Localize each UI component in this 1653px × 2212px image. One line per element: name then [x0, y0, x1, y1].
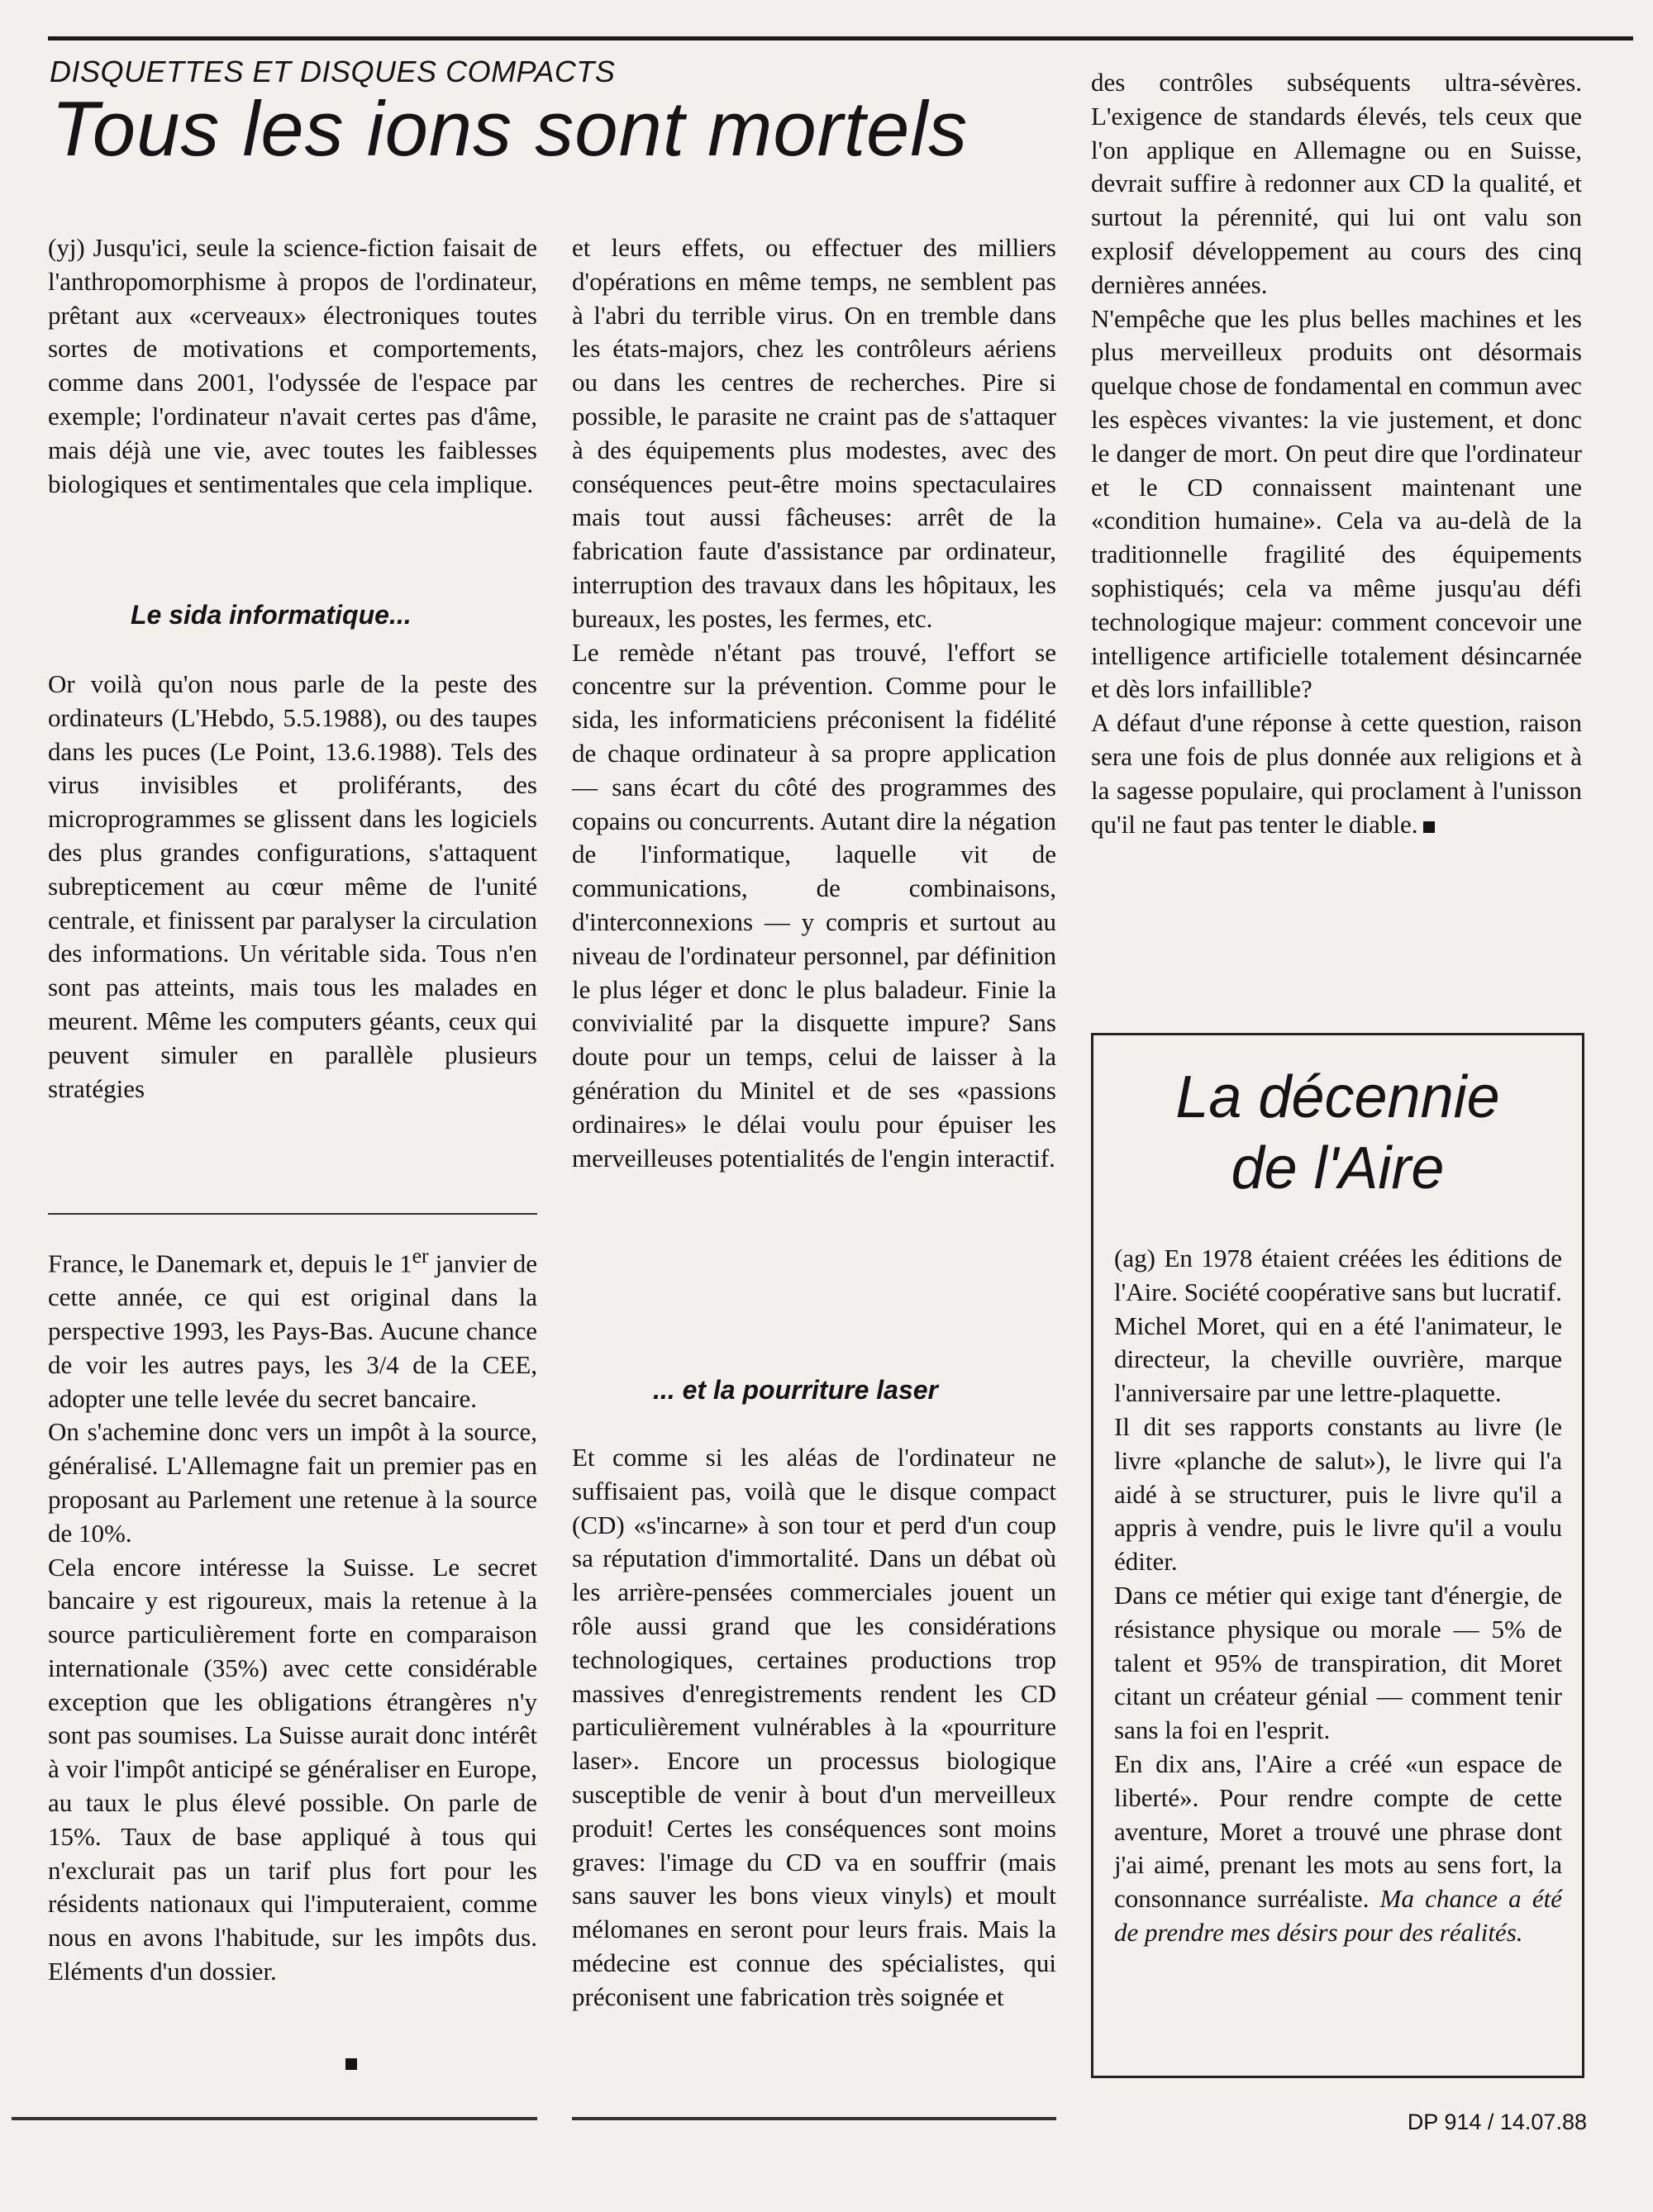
column-2-top	[572, 231, 1056, 1175]
issue-footer: DP 914 / 14.07.88	[1407, 2110, 1587, 2134]
column-3-top	[1091, 66, 1582, 841]
paragraph: Or voilà qu'on nous parle de la peste des ordinateurs (L'Hebdo, 5.5.1988), ou des taupes dans les puces (Le Point, 13.6.1988). Tels des virus invisibles et proliférants, des microprogrammes se glissent dans les logiciels des plus grandes configurations, s'attaquent subrepticement au cœur même de l'unité centrale, et finissent par paralyser la circulation des informations. Un véritable sida. Tous n'en sont pas atteints, mais tous les malades en meurent. Même les computers géants, ceux qui peuvent simuler en parallèle plusieurs stratégies	[48, 669, 537, 1103]
sidebar-body	[1114, 1242, 1562, 1950]
column-1-continued	[48, 668, 537, 1106]
column-2-continued	[572, 1441, 1056, 2015]
paragraph: On s'achemine donc vers un impôt à la source, généralisé. L'Allemagne fait un premier pas en proposant au Parlement une retenue à la source de 10%.	[48, 1417, 537, 1548]
end-mark	[345, 2058, 357, 2070]
paragraph: (yj) Jusqu'ici, seule la science-fiction faisait de l'anthropomorphisme à propos de l'ordinateur, prêtant aux «cerveaux» électroniques toutes sortes de motivations et comportements, comme dans 2001, l'odyssée de l'espace par exemple; l'ordinateur n'avait certes pas d'âme, mais déjà une vie, avec toutes les faiblesses biologiques et sentimentales que cela implique.	[48, 233, 537, 498]
top-rule	[48, 36, 1633, 40]
article-kicker: DISQUETTES ET DISQUES COMPACTS	[50, 55, 616, 88]
prev-article-column	[48, 1239, 537, 1989]
paragraph: Dans ce métier qui exige tant d'énergie, de résistance physique ou morale — 5% de talent et 95% de transpiration, dit Moret citant un créateur génial — comment tenir sans la foi en l'esprit.	[1114, 1580, 1562, 1745]
column-1-top	[48, 231, 537, 501]
end-mark	[1423, 821, 1435, 833]
sidebar-title: La décennie de l'Aire	[1175, 1064, 1500, 1201]
paragraph: France, le Danemark et, depuis le 1er janvier de cette année, ce qui est original dans la perspective 1993, les Pays-Bas. Aucune chance de voir les autres pays, les 3/4 de la CEE, adopter une telle levée du secret bancaire.	[48, 1244, 538, 1413]
paragraph: Il dit ses rapports constants au livre (le livre «planche de salut»), le livre qui l'a aidé à se structurer, puis le livre qu'il a appris à vendre, puis le livre qu'il a voulu éditer.	[1114, 1411, 1562, 1577]
paragraph: Michel Moret, qui en a été l'animateur, le directeur, la cheville ouvrière, marque l'anniversaire par une lettre-plaquette.	[1114, 1311, 1562, 1408]
column-separator	[48, 1213, 537, 1215]
paragraph: Cela encore intéresse la Suisse. Le secret bancaire y est rigoureux, mais la retenue à la source particulièrement forte en comparaison internationale (35%) avec cette considérable exception que les obligations étrangères n'y sont pas soumises. La Suisse aurait donc intérêt à voir l'impôt anticipé se généraliser en Europe, au taux le plus élevé possible. On parle de 15%. Taux de base appliqué à tous qui n'exclurait pas un tarif plus fort pour les résidents nationaux qui l'imputeraient, comme nous en avons l'habitude, sur les impôts dus. Eléments d'un dossier.	[48, 1552, 537, 1986]
paragraph: Le remède n'étant pas trouvé, l'effort se concentre sur la prévention. Comme pour le sida, les informaticiens préconisent la fidélité de chaque ordinateur à sa propre application — sans écart du côté des programmes des copains ou concurrents. Autant dire la négation de l'informatique, laquelle vit de communications, de combinaisons, d'interconnexions — y compris et surtout au niveau de l'ordinateur personnel, par définition le plus léger et donc le plus baladeur. Finie la convivialité par la disquette impure? Sans doute pour un temps, celui de laisser à la génération du Minitel et de ses «passions ordinaires» le délai voulu pour épuiser les merveilleuses potentialités de l'engin interactif.	[572, 637, 1056, 1173]
subhead-sida: Le sida informatique...	[131, 600, 412, 630]
bottom-rule-left	[12, 2117, 537, 2120]
paragraph: A défaut d'une réponse à cette question, raison sera une fois de plus donnée aux religions et à la sagesse populaire, qui proclament à l'unisson qu'il ne faut pas tenter le diable.	[1091, 708, 1582, 839]
paragraph: (ag) En 1978 étaient créées les éditions de l'Aire. Société coopérative sans but lucratif.	[1114, 1244, 1562, 1306]
paragraph: N'empêche que les plus belles machines et les plus merveilleux produits ont désormais quelque chose de fondamental en commun avec les espèces vivantes: la vie justement, et donc le danger de mort. On peut dire que l'ordinateur et le CD connaissent maintenant une «condition humaine». Cela va au-delà de la traditionnelle fragilité des équipements sophistiqués; cela va même jusqu'au défi technologique majeur: comment concevoir une intelligence artificielle totalement désincarnée et dès lors infaillible?	[1091, 303, 1582, 704]
subhead-pourriture: ... et la pourriture laser	[653, 1375, 938, 1405]
paragraph: Et comme si les aléas de l'ordinateur ne suffisaient pas, voilà que le disque compact (CD) «s'incarne» à son tour et perd d'un coup sa réputation d'immortalité. Dans un débat où les arrière-pensées commerciales jouent un rôle aussi grand que les considérations technologiques, certaines productions trop massives d'enregistrements rendent les CD particulièrement vulnérables à la «pourriture laser». Encore un processus biologique susceptible de venir à bout d'un merveilleux produit! Certes les conséquences sont moins graves: l'image du CD va en souffrir (mais sans sauver les bons vieux vinyls) et moult mélomanes en seront pour leurs frais. Mais la médecine est connue des spécialistes, qui préconisent une fabrication très soignée et	[572, 1443, 1056, 2011]
paragraph: et leurs effets, ou effectuer des milliers d'opérations en même temps, ne semblent pas à l'abri du terrible virus. On en tremble dans les états-majors, chez les contrôleurs aériens ou dans les centres de recherches. Pire si possible, le parasite ne craint pas de s'attaquer à des équipements plus modestes, avec des conséquences peut-être moins spectaculaires mais tout aussi fâcheuses: arrêt de la fabrication faute d'assistance par ordinateur, interruption des travaux dans les hôpitaux, les bureaux, les postes, les fermes, etc.	[572, 233, 1056, 633]
sidebar-box	[1091, 1033, 1584, 2078]
paragraph: En dix ans, l'Aire a créé «un espace de liberté». Pour rendre compte de cette aventure, Moret a trouvé une phrase dont j'ai aimé, prenant les mots au sens fort, la consonnance surréaliste. Ma chance a été de prendre mes désirs pour des réalités.	[1114, 1748, 1562, 1947]
paragraph: des contrôles subséquents ultra-sévères. L'exigence de standards élevés, tels ceux que l'on applique en Allemagne ou en Suisse, devrait suffire à redonner aux CD la qualité, et surtout la pérennité, qui lui ont valu son explosif développement au cours des cinq dernières années.	[1091, 68, 1582, 299]
bottom-rule-middle	[572, 2117, 1056, 2120]
article-headline: Tous les ions sont mortels	[51, 85, 969, 172]
